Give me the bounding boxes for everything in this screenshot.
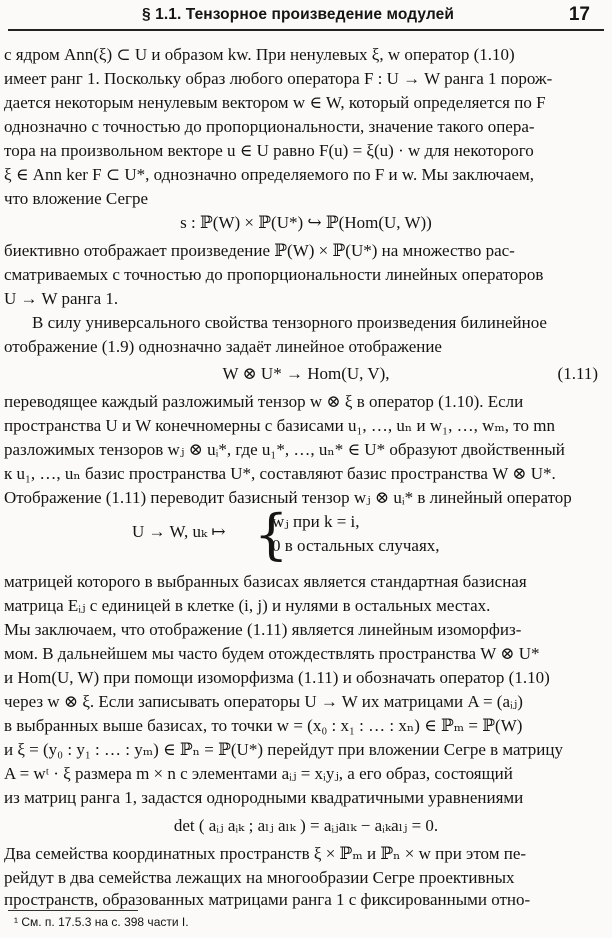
text-line: через w ⊗ ξ. Если записывать операторы U → W их матрицами A = (aᵢⱼ) [4,692,523,711]
text-line: матрица Eᵢⱼ с единицей в клетке (i, j) и нулями в остальных местах. [4,596,491,615]
formula-text: W ⊗ U* → Hom(U, V), [222,364,390,383]
text-line: и Hom(U, W) при помощи изоморфизма (1.11) и обозначать оператор (1.10) [4,668,550,687]
text-line: Мы заключаем, что отображение (1.11) является линейным изоморфиз- [4,620,522,639]
text-line: имеет ранг 1. Поскольку образ любого оператора F : U → W ранга 1 порож- [4,69,553,88]
text-line: и ξ = (y₀ : y₁ : … : yₘ) ∈ ℙₙ = ℙ(U*) перейдут при вложении Сегре в матрицу [4,740,563,759]
text-line: U → W ранга 1. [4,289,119,308]
text-line: однозначно с точностью до пропорциональности, значение такого опера- [4,117,535,136]
text-line: переводящее каждый разложимый тензор w ⊗ ξ в оператор (1.10). Если [4,392,524,411]
text-line: рейдут в два семейства лежащих на многообразии Сегре проективных [4,868,515,887]
footnote-rule [8,910,138,911]
case-line: wⱼ при k = i, [272,512,360,531]
text-line: Отображение (1.11) переводит базисный тензор wⱼ ⊗ uᵢ* в линейный оператор [4,488,572,507]
text-line: A = wᵗ · ξ размера m × n с элементами aᵢⱼ = xᵢyⱼ, а его образ, состоящий [4,764,513,783]
text-line: мом. В дальнейшем мы часто будем отождествлять пространства W ⊗ U* [4,644,540,663]
text-line: матрицей которого в выбранных базисах является стандартная базисная [4,572,527,591]
text-line: с ядром Ann(ξ) ⊂ U и образом kw. При ненулевых ξ, w оператор (1.10) [4,45,515,64]
display-formula: s : ℙ(W) × ℙ(U*) ↪ ℙ(Hom(U, W)) [180,213,432,232]
text-line: разложимых тензоров wⱼ ⊗ uᵢ*, где u₁*, …, uₙ* ∈ U* образуют двойственный [4,440,565,459]
text-line: что вложение Сегре [4,189,149,208]
text-line: к u₁, …, uₙ базис пространства U*, составляют базис пространства W ⊗ U*. [4,464,556,483]
footnote: ¹ См. п. 17.5.3 на с. 398 части I. [14,915,189,929]
page-number: 17 [568,4,590,25]
text-line: сматриваемых с точностью до пропорциональности линейных операторов [4,265,544,284]
header-rule [8,29,604,31]
case-formula-lhs: U → W, uₖ ↦ [132,522,226,541]
text-line: В силу универсального свойства тензорного произведения билинейное [32,313,547,332]
text-line: тора на произвольном векторе u ∈ U равно F(u) = ξ(u) · w для некоторого [4,141,534,160]
running-header [0,0,612,30]
case-line: 0 в остальных случаях, [272,536,440,555]
text-line: биективно отображает произведение ℙ(W) × ℙ(U*) на множество рас- [4,241,515,260]
display-formula [0,362,612,387]
text-line: дается некоторым ненулевым вектором w ∈ W, который определяется по F [4,93,546,112]
text-line: ξ ∈ Ann ker F ⊂ U*, однозначно определяемого по F и w. Мы заключаем, [4,165,535,184]
case-brace: { [254,503,289,566]
display-formula: det ( aᵢⱼ aᵢₖ ; aₗⱼ aₗₖ ) = aᵢⱼaₗₖ − aᵢₖaₗⱼ = 0. [173,816,439,835]
text-line: из матриц ранга 1, задастся однородными квадратичными уравнениями [4,788,524,807]
section-title: § 1.1. Тензорное произведение модулей [142,6,454,23]
text-line: пространств, образованных матрицами ранга 1 с фиксированными отно- [4,890,531,909]
text-line: пространства U и W конечномерны с базисами u₁, …, uₙ и w₁, …, wₘ, то mn [4,416,555,435]
text-line: в выбранных выше базисах, то точки w = (x₀ : x₁ : … : xₙ) ∈ ℙₘ = ℙ(W) [4,716,523,735]
equation-number: (1.11) [557,364,598,383]
text-line: Два семейства координатных пространств ξ × ℙₘ и ℙₙ × w при этом пе- [4,844,527,863]
text-line: отображение (1.9) однозначно задаёт линейное отображение [4,337,442,356]
